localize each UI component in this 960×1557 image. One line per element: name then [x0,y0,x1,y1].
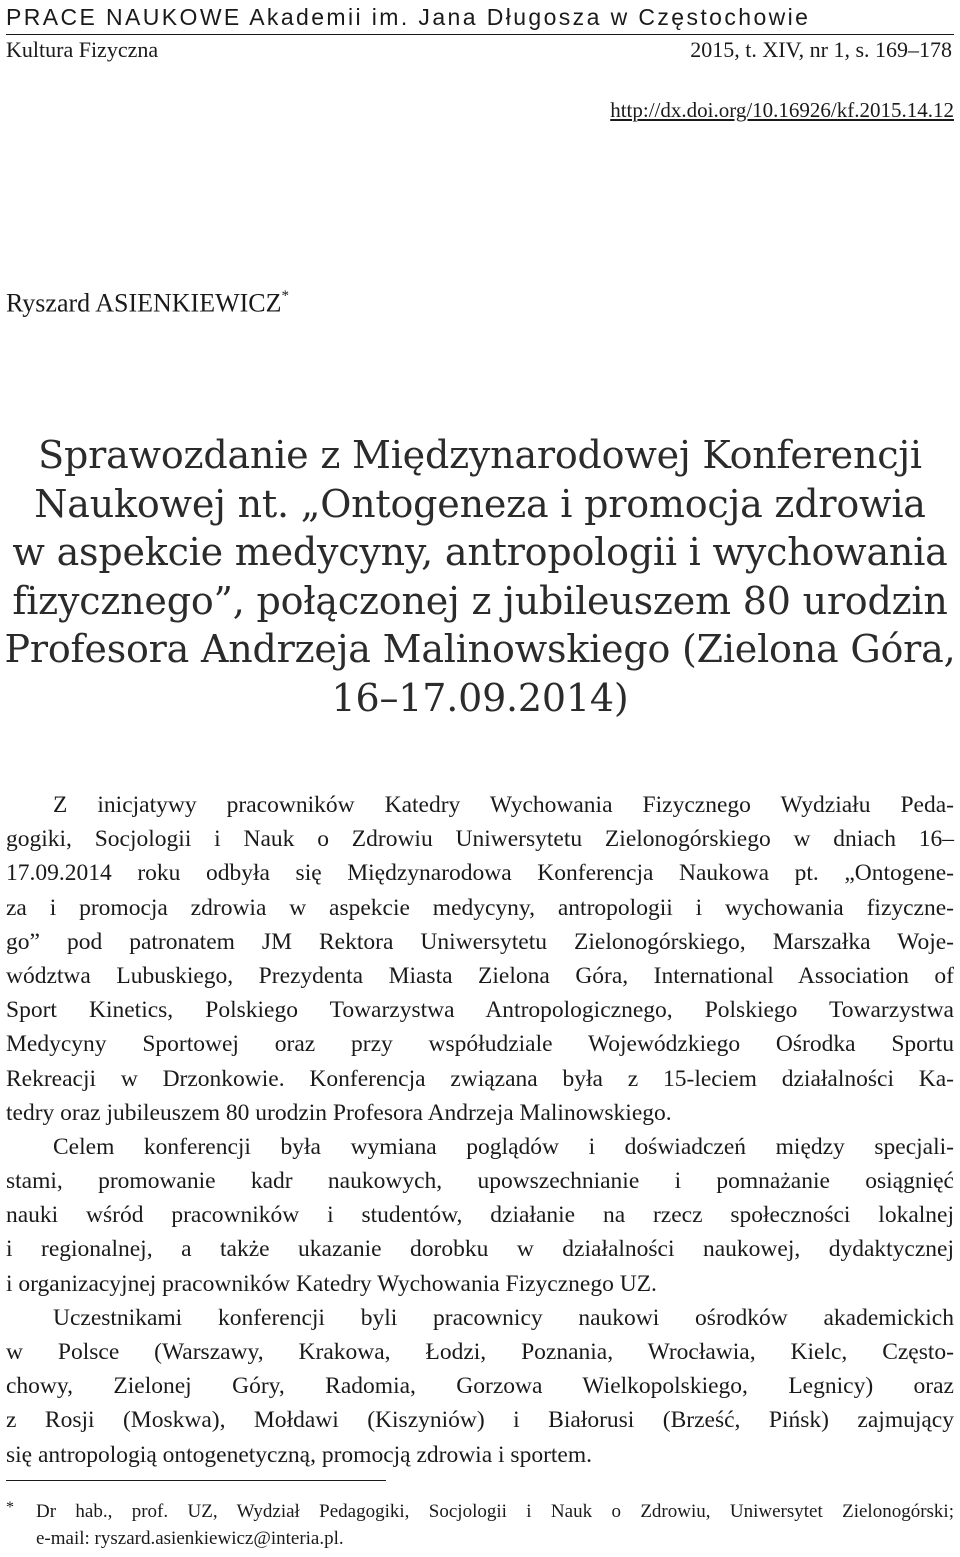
body-line: wództwa Lubuskiego, Prezydenta Miasta Zielona Góra, International Association of [6,962,954,989]
article-title [0,431,960,722]
footnote-mark: * [6,1499,14,1516]
title-line: 16–17.09.2014) [331,675,629,720]
title-line: Sprawozdanie z Międzynarodowej Konferencji [38,433,922,477]
body-line: nauki wśród pracowników i studentów, działanie na rzecz społeczności lokalnej [6,1202,954,1229]
footnote-line: Dr hab., prof. UZ, Wydział Pedagogiki, Socjologii i Nauk o Zdrowiu, Uniwersytet Zielonogórski; [36,1501,954,1522]
body-line: się antropologią ontogenetyczną, promocją zdrowia i sportem. [6,1441,593,1468]
body-line: go” pod patronatem JM Rektora Uniwersytetu Zielonogórskiego, Marszałka Woje- [6,928,954,955]
body-line: tedry oraz jubileuszem 80 urodzin Profesora Andrzeja Malinowskiego. [6,1099,672,1126]
title-line: Naukowej nt. „Ontogeneza i promocja zdrowia [34,481,926,526]
footnote-rule [6,1480,386,1481]
footnote [6,1498,954,1552]
body-line: gogiki, Socjologii i Nauk o Zdrowiu Uniwersytetu Zielonogórskiego w dniach 16– [6,826,954,853]
journal-name: PRACE NAUKOWE Akademii im. Jana Długosza w Częstochowie [6,4,811,30]
doi-link[interactable]: http://dx.doi.org/10.16926/kf.2015.14.12 [610,98,954,122]
article-body [6,788,954,1472]
journal-series: Kultura Fizyczna [6,37,159,62]
author-footnote-mark: * [281,288,290,304]
volume-info: 2015, t. XIV, nr 1, s. 169–178 [690,37,952,62]
body-line: za i promocja zdrowia w aspekcie medycyny, antropologii i wychowania fizyczne- [6,894,954,921]
author-name: Ryszard ASIENKIEWICZ [6,288,282,318]
body-line: i regionalnej, a także ukazanie dorobku w działalności naukowej, dydaktycznej [6,1236,954,1263]
body-line: Rekreacji w Drzonkowie. Konferencja związana była z 15-leciem działalności Ka- [6,1065,954,1092]
title-line: fizycznego”, połączonej z jubileuszem 80 urodzin [12,578,948,623]
title-line: w aspekcie medycyny, antropologii i wychowania [12,530,948,574]
body-line: w Polsce (Warszawy, Krakowa, Łodzi, Poznania, Wrocławia, Kielc, Często- [6,1339,954,1365]
footnote-line: e-mail: ryszard.asienkiewicz@interia.pl. [36,1528,344,1549]
author-line [6,281,289,321]
title-line: Profesora Andrzeja Malinowskiego (Zielona Góra, [4,627,956,671]
header-rule [6,34,954,35]
body-line: chowy, Zielonej Góry, Radomia, Gorzowa Wielkopolskiego, Legnicy) oraz [6,1373,954,1400]
body-line: Uczestnikami konferencji byli pracownicy naukowi ośrodków akademickich [53,1304,954,1331]
body-line: i organizacyjnej pracowników Katedry Wychowania Fizycznego UZ. [6,1270,657,1297]
body-line: z Rosji (Moskwa), Mołdawi (Kiszyniów) i Białorusi (Brześć, Pińsk) zajmujący [6,1407,954,1434]
body-line: Celem konferencji była wymiana poglądów i doświadczeń między specjali- [53,1133,954,1160]
body-line: 17.09.2014 roku odbyła się Międzynarodowa Konferencja Naukowa pt. „Ontogene- [6,860,954,887]
body-line: Medycyny Sportowej oraz przy współudziale Wojewódzkiego Ośrodka Sportu [6,1031,954,1058]
body-line: Sport Kinetics, Polskiego Towarzystwa Antropologicznego, Polskiego Towarzystwa [6,997,954,1024]
body-line: stami, promowanie kadr naukowych, upowszechnianie i pomnażanie osiągnięć [6,1168,954,1195]
body-line: Z inicjatywy pracowników Katedry Wychowania Fizycznego Wydziału Peda- [53,792,954,818]
